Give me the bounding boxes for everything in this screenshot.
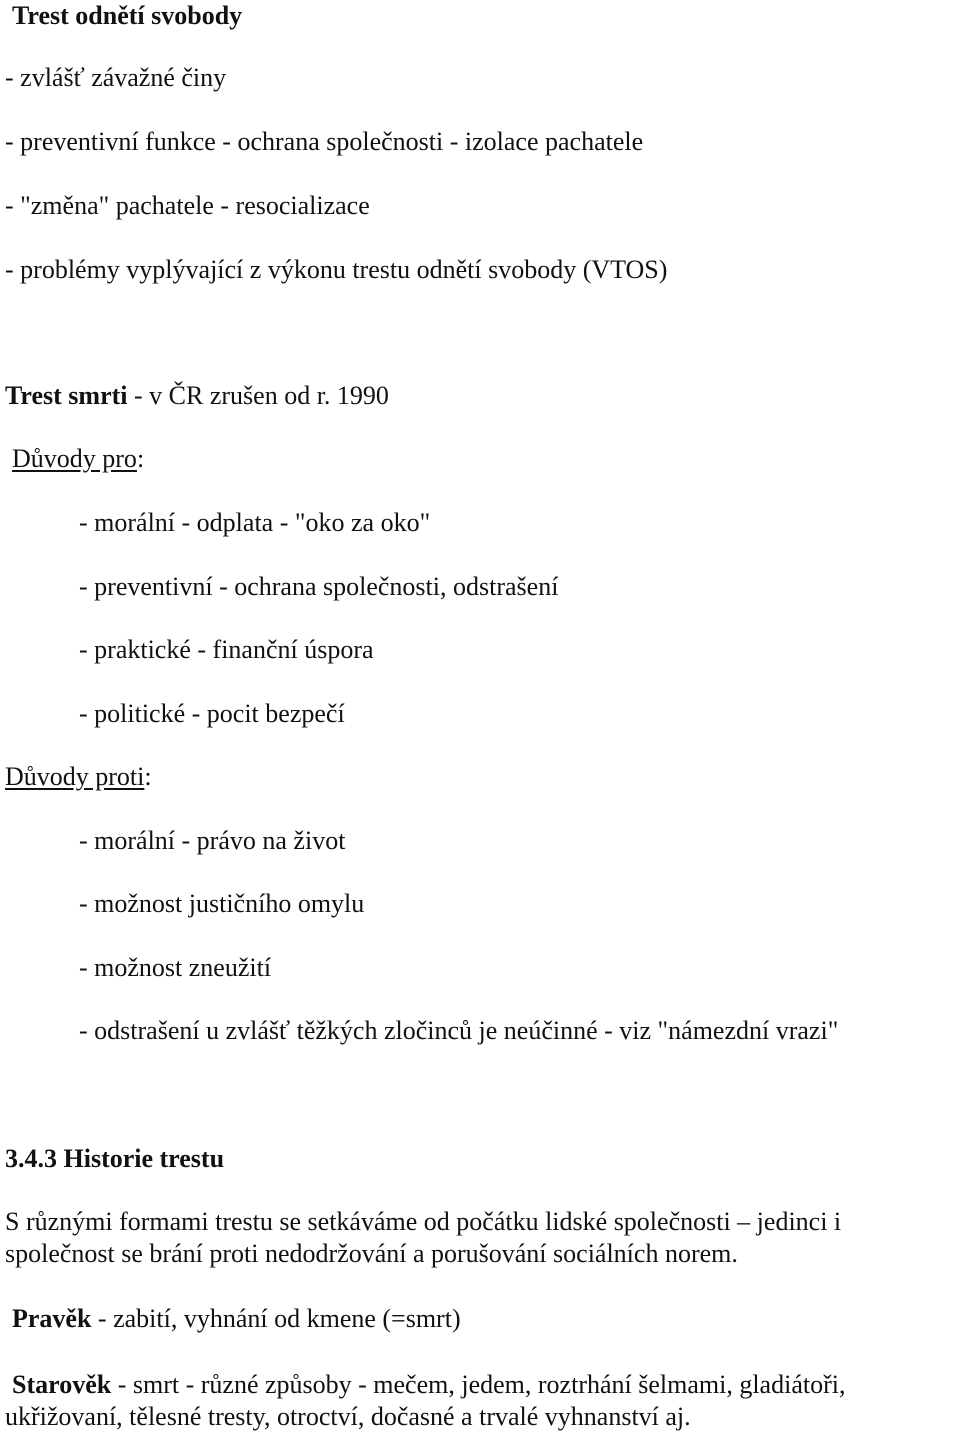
list-item: - možnost zneužití (79, 953, 272, 982)
list-item: - zvlášť závažné činy (5, 63, 227, 92)
list-item: - možnost justičního omylu (79, 889, 365, 918)
list-item: - morální - právo na život (79, 826, 346, 855)
pravek-line (12, 1303, 461, 1335)
history-intro-paragraph: S různými formami trestu se setkáváme od počátku lidské společnosti – jedinci i společnost se brání proti nedodržování a porušování sociálních norem. (5, 1207, 842, 1268)
list-item: - morální - odplata - "oko za oko" (79, 508, 431, 537)
pro-label (12, 443, 144, 475)
list-item: - "změna" pachatele - resocializace (5, 191, 370, 220)
list-item: - odstrašení u zvlášť těžkých zločinců je neúčinné - viz "námezdní vrazi" (79, 1016, 839, 1045)
section-heading-history: 3.4.3 Historie trestu (5, 1144, 225, 1173)
list-item: - problémy vyplývající z výkonu trestu odnětí svobody (VTOS) (5, 255, 668, 284)
contra-label-colon: : (144, 762, 152, 791)
pravek-text: - zabití, vyhnání od kmene (=smrt) (91, 1304, 461, 1333)
pro-label-text: Důvody pro (12, 444, 137, 473)
contra-label (5, 761, 152, 793)
list-item: - politické - pocit bezpečí (79, 699, 345, 728)
death-heading-rest: - v ČR zrušen od r. 1990 (127, 381, 389, 410)
list-item: - praktické - finanční úspora (79, 635, 374, 664)
contra-label-text: Důvody proti (5, 762, 145, 791)
list-item: - preventivní funkce - ochrana společnosti - izolace pachatele (5, 127, 644, 156)
starovek-paragraph (5, 1369, 955, 1433)
pro-label-colon: : (136, 444, 145, 473)
list-item: - preventivní - ochrana společnosti, odstrašení (79, 572, 559, 601)
starovek-label: Starověk (12, 1370, 112, 1399)
starovek-text: - smrt - různé způsoby - mečem, jedem, roztrhání šelmami, gladiátoři, ukřižovaní, tělesné tresty, otroctví, dočasné a trvalé vyhnanství aj. (5, 1370, 846, 1431)
death-heading-bold: Trest smrti (5, 381, 128, 410)
section-heading-death (5, 380, 389, 412)
section-heading-prison: Trest odnětí svobody (12, 1, 243, 30)
pravek-label: Pravěk (12, 1304, 92, 1333)
